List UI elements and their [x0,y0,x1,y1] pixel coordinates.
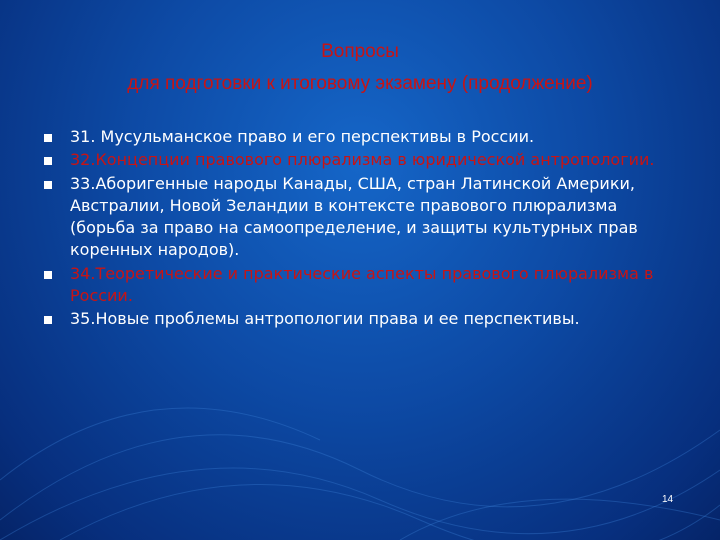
slide-title: Вопросы [321,41,399,62]
slide-subtitle: для подготовки к итоговому экзамену (продолжение) [127,73,593,94]
list-item [44,308,684,330]
list-item [44,173,684,262]
square-bullet-icon [44,134,52,142]
page-number: 14 [662,494,674,505]
list-item-text: 34.Теоретические и практические аспекты правового плюрализма в России. [70,263,654,306]
list-item-text: 32.Концепции правового плюрализма в юридической антропологии. [70,150,655,170]
square-bullet-icon [44,271,52,279]
list-item-text: 33.Аборигенные народы Канады, США, стран Латинской Америки, Австралии, Новой Зеландии в контексте правового плюрализма (борьба за право на самоопределение, и защиты культурных прав коренных народов). [70,173,638,260]
list-item [44,263,684,308]
question-list [44,126,684,332]
list-item-text: 35.Новые проблемы антропологии права и ее перспективы. [70,309,580,329]
list-item [44,149,684,171]
square-bullet-icon [44,181,52,189]
square-bullet-icon [44,157,52,165]
square-bullet-icon [44,316,52,324]
list-item-text: 31. Мусульманское право и его перспективы в России. [70,127,535,146]
list-item [44,126,684,148]
